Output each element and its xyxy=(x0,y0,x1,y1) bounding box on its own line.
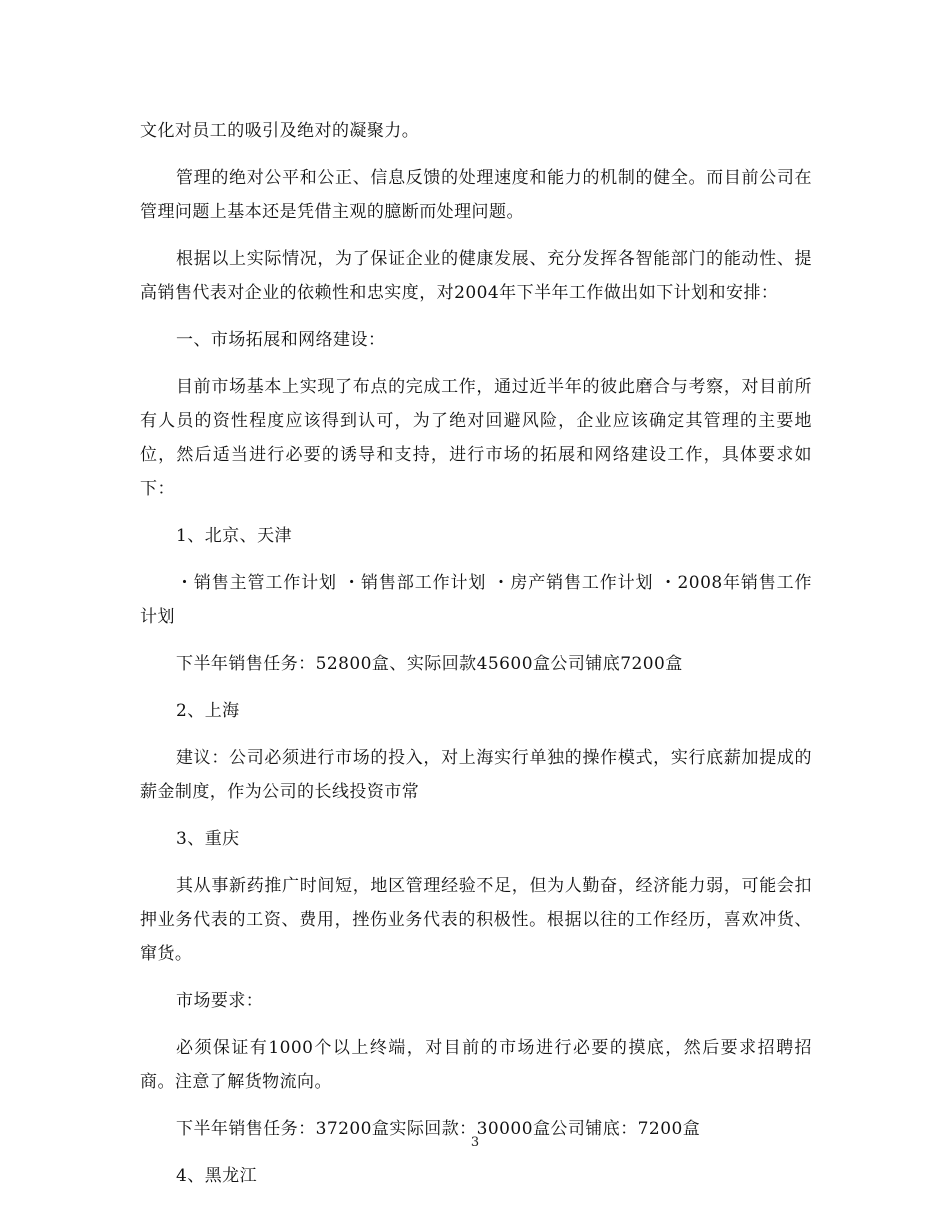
paragraph-related-plans: ・销售主管工作计划 ・销售部工作计划 ・房产销售工作计划 ・2008年销售工作计划 xyxy=(140,573,812,627)
subheading-shanghai: 2、上海 xyxy=(176,701,240,721)
paragraph-beijing-sales-task: 下半年销售任务：52800盒、实际回款45600盒公司铺底7200盒 xyxy=(176,654,683,674)
paragraph-plan-intro: 根据以上实际情况，为了保证企业的健康发展、充分发挥各智能部门的能动性、提高销售代表对企业的依赖性和忠实度，对2004年下半年工作做出如下计划和安排： xyxy=(140,249,812,303)
paragraph-chongqing-analysis: 其从事新药推广时间短，地区管理经验不足，但为人勤奋，经济能力弱，可能会扣押业务代表的工资、费用，挫伤业务代表的积极性。根据以往的工作经历，喜欢冲货、窜货。 xyxy=(140,876,812,964)
paragraph-chongqing-sales-task: 下半年销售任务：37200盒实际回款：30000盒公司铺底：7200盒 xyxy=(176,1119,701,1139)
paragraph-shanghai-suggestion: 建议：公司必须进行市场的投入，对上海实行单独的操作模式，实行底薪加提成的薪金制度，作为公司的长线投资市常 xyxy=(140,748,812,802)
paragraph-management-fairness: 管理的绝对公平和公正、信息反馈的处理速度和能力的机制的健全。而目前公司在管理问题上基本还是凭借主观的臆断而处理问题。 xyxy=(140,168,812,222)
subheading-beijing-tianjin: 1、北京、天津 xyxy=(176,526,292,546)
document-body xyxy=(140,114,812,1206)
section-heading-market-expansion: 一、市场拓展和网络建设： xyxy=(176,330,386,350)
paragraph-continuation: 文化对员工的吸引及绝对的凝聚力。 xyxy=(140,121,420,141)
paragraph-market-requirements-label: 市场要求： xyxy=(176,991,264,1011)
page-number: 3 xyxy=(470,1135,480,1150)
paragraph-market-requirements: 必须保证有1000个以上终端，对目前的市场进行必要的摸底，然后要求招聘招商。注意了解货物流向。 xyxy=(140,1038,812,1092)
paragraph-market-status: 目前市场基本上实现了布点的完成工作，通过近半年的彼此磨合与考察，对目前所有人员的资性程度应该得到认可，为了绝对回避风险，企业应该确定其管理的主要地位，然后适当进行必要的诱导和支持，进行市场的拓展和网络建设工作，具体要求如下： xyxy=(140,377,812,499)
subheading-chongqing: 3、重庆 xyxy=(176,829,240,849)
subheading-heilongjiang: 4、黑龙江 xyxy=(176,1166,258,1186)
